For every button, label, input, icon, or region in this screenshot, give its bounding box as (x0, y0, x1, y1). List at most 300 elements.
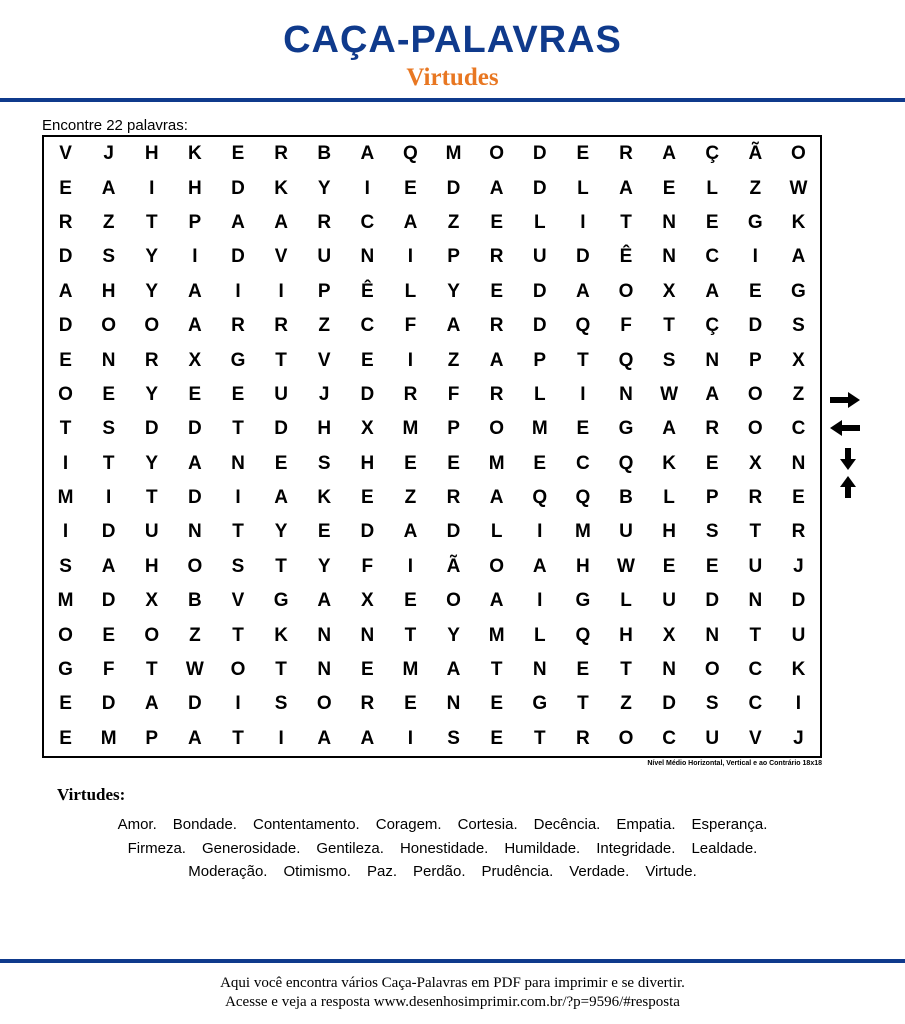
grid-cell: I (537, 590, 543, 612)
word-search-grid (42, 135, 822, 758)
grid-cell: K (188, 143, 202, 165)
word-item: Cortesia. (457, 816, 518, 833)
grid-cell: C (748, 659, 763, 681)
grid-cell: E (748, 280, 762, 302)
grid-cell: K (317, 487, 332, 509)
grid-cell: O (489, 555, 505, 577)
grid-cell: Y (145, 452, 159, 474)
grid-cell: D (662, 693, 676, 715)
grid-cell: S (662, 349, 676, 371)
grid-cell: Y (145, 383, 159, 405)
word-item: Prudência. (481, 863, 554, 880)
grid-cell: R (231, 315, 245, 337)
grid-cell: I (278, 280, 284, 302)
grid-cell: E (662, 555, 676, 577)
grid-cell: A (58, 280, 73, 302)
grid-cell: R (58, 211, 73, 233)
grid-cell: O (144, 315, 160, 337)
grid-cell: O (704, 659, 720, 681)
grid-cell: E (102, 624, 115, 646)
grid-cell: Z (620, 693, 632, 715)
grid-cell: L (533, 383, 546, 405)
grid-cell: N (360, 246, 375, 268)
grid-cell: N (188, 521, 202, 543)
grid-cell: D (231, 177, 245, 199)
grid-cell: O (58, 383, 73, 405)
grid-cell: R (403, 383, 418, 405)
grid-cell: D (532, 143, 547, 165)
grid-cell: T (275, 555, 287, 577)
grid-cell: S (705, 693, 719, 715)
grid-cell: E (59, 177, 72, 199)
grid-cell: K (662, 452, 676, 474)
grid-cell: D (101, 693, 116, 715)
grid-cell: T (232, 521, 244, 543)
grid-cell: B (619, 487, 633, 509)
grid-cell: I (364, 177, 370, 199)
grid-cell: Z (447, 211, 460, 233)
grid-cell: P (705, 487, 719, 509)
grid-cell: T (232, 418, 244, 440)
grid-cell: D (532, 315, 547, 337)
grid-cell: K (274, 624, 288, 646)
grid-cell: Q (575, 624, 591, 646)
grid-cell: R (489, 383, 504, 405)
grid-cell: J (793, 727, 804, 749)
grid-cell: I (235, 280, 241, 302)
grid-cell: O (489, 418, 505, 440)
word-item: Generosidade. (201, 839, 301, 857)
grid-cell: D (446, 177, 461, 199)
grid-cell: T (749, 521, 762, 543)
grid-cell: T (232, 624, 244, 646)
grid-cell: T (102, 452, 115, 474)
grid-cell: A (446, 315, 461, 337)
grid-cell: R (748, 487, 763, 509)
word-list-line (40, 837, 845, 861)
grid-cell: L (490, 521, 503, 543)
grid-cell: T (533, 727, 546, 749)
grid-cell: G (575, 590, 591, 612)
grid-cell: R (360, 693, 375, 715)
grid-cell: J (103, 143, 114, 165)
grid-cell: L (404, 280, 417, 302)
grid-cell: U (532, 246, 547, 268)
grid-cell: A (489, 487, 504, 509)
grid-cell: N (662, 246, 676, 268)
grid-cell: A (576, 280, 590, 302)
grid-cell: Z (447, 349, 460, 371)
grid-cell: M (488, 452, 505, 474)
grid-cell: X (360, 590, 374, 612)
word-item: Firmeza. (127, 839, 186, 857)
grid-cell: G (747, 211, 763, 233)
grid-cell: E (59, 349, 72, 371)
grid-cell: O (489, 143, 505, 165)
grid-cell: H (317, 418, 332, 440)
grid-cell: I (537, 521, 543, 543)
grid-cell: A (101, 177, 116, 199)
instruction-text: Encontre 22 palavras: (42, 117, 188, 134)
grid-cell: H (144, 555, 159, 577)
grid-cell: D (188, 693, 202, 715)
grid-cell: O (230, 659, 246, 681)
grid-cell: R (489, 315, 504, 337)
grid-cell: R (489, 246, 504, 268)
grid-cell: Q (618, 452, 634, 474)
grid-cell: T (749, 624, 762, 646)
grid-cell: D (360, 521, 375, 543)
grid-cell: Y (447, 624, 460, 646)
grid-cell: Z (102, 211, 115, 233)
grid-cell: Y (317, 555, 331, 577)
grid-cell: E (274, 452, 288, 474)
grid-cell: Y (145, 246, 159, 268)
grid-cell: X (662, 280, 676, 302)
grid-cell: I (192, 246, 198, 268)
grid-cell: R (317, 211, 332, 233)
grid-cell: V (274, 246, 288, 268)
grid-cell: A (532, 555, 547, 577)
page-title: CAÇA-PALAVRAS (283, 19, 622, 61)
grid-cell: Ã (446, 555, 461, 577)
grid-cell: L (706, 177, 719, 199)
word-item: Honestidade. (399, 839, 489, 857)
grid-cell: Q (618, 349, 634, 371)
grid-cell: E (317, 521, 331, 543)
grid-cell: S (102, 418, 115, 440)
word-list-line (40, 860, 845, 884)
grid-cell: Ê (619, 246, 633, 268)
grid-cell: Q (575, 315, 591, 337)
grid-cell: F (404, 315, 417, 337)
word-item: Integridade. (596, 839, 676, 857)
grid-cell: A (705, 383, 720, 405)
grid-cell: T (620, 659, 632, 681)
grid-cell: T (232, 727, 244, 749)
grid-cell: S (317, 452, 331, 474)
grid-cell: M (531, 418, 548, 440)
grid-cell: X (360, 418, 374, 440)
word-item: Esperança. (691, 816, 768, 833)
grid-cell: T (275, 659, 287, 681)
grid-cell: O (101, 315, 117, 337)
grid-cell: T (275, 349, 287, 371)
grid-cell: F (620, 315, 632, 337)
grid-cell: A (662, 143, 676, 165)
grid-cell: I (62, 452, 69, 474)
grid-cell: C (360, 315, 375, 337)
grid-cell: F (102, 659, 115, 681)
grid-cell: T (577, 349, 589, 371)
grid-cell: K (791, 659, 806, 681)
grid-cell: R (576, 727, 590, 749)
grid-cell: Z (404, 487, 417, 509)
grid-cell: P (748, 349, 762, 371)
grid-cell: A (791, 246, 806, 268)
grid-cell: P (188, 211, 202, 233)
grid-cell: E (59, 727, 72, 749)
grid-cell: E (576, 659, 590, 681)
grid-cell: O (187, 555, 203, 577)
grid-cell: P (447, 418, 460, 440)
grid-cell: E (576, 418, 590, 440)
grid-cell: A (360, 143, 375, 165)
grid-cell: M (402, 418, 419, 440)
grid-cell: I (407, 349, 414, 371)
grid-cell: V (317, 349, 331, 371)
grid-cell: C (360, 211, 375, 233)
grid-cell: M (445, 143, 462, 165)
grid-cell: A (360, 727, 375, 749)
word-list-title: Virtudes: (57, 785, 126, 804)
grid-cell: E (231, 143, 245, 165)
grid-cell: E (705, 211, 719, 233)
grid-cell: A (403, 521, 418, 543)
grid-cell: E (447, 452, 460, 474)
grid-cell: O (58, 624, 73, 646)
grid-cell: G (618, 418, 634, 440)
grid-cell: M (574, 521, 591, 543)
grid-cell: B (317, 143, 332, 165)
grid-cell: H (188, 177, 202, 199)
grid-cell: I (407, 555, 414, 577)
word-list (40, 813, 845, 884)
grid-cell: D (705, 590, 720, 612)
level-note: Nível Médio Horizontal, Vertical e ao Contrário 18x18 (647, 760, 822, 767)
grid-cell: F (447, 383, 460, 405)
grid-cell: N (317, 624, 332, 646)
grid-cell: I (235, 487, 241, 509)
grid-cell: Y (274, 521, 288, 543)
grid-cell: Ê (360, 280, 374, 302)
header-divider (0, 98, 905, 102)
grid-cell: O (446, 590, 461, 612)
grid-cell: E (490, 211, 503, 233)
grid-cell: X (748, 452, 762, 474)
grid-cell: D (532, 177, 547, 199)
grid-cell: E (404, 590, 417, 612)
grid-cell: A (489, 590, 504, 612)
grid-cell: A (317, 727, 332, 749)
grid-cell: D (532, 280, 547, 302)
grid-cell: O (316, 693, 332, 715)
grid-cell: P (447, 246, 460, 268)
grid-cell: Ç (705, 315, 720, 337)
grid-cell: G (791, 280, 806, 302)
grid-cell: D (101, 590, 116, 612)
grid-cell: I (62, 521, 69, 543)
grid-cell: E (360, 487, 374, 509)
grid-cell: P (145, 727, 159, 749)
grid-cell: E (102, 383, 115, 405)
grid-cell: T (145, 487, 158, 509)
grid-cell: F (361, 555, 374, 577)
grid-cell: R (619, 143, 633, 165)
grid-cell: G (58, 659, 73, 681)
grid-cell: V (748, 727, 762, 749)
grid-cell: Y (447, 280, 460, 302)
grid-cell: E (490, 693, 503, 715)
word-item: Humildade. (504, 839, 581, 857)
grid-cell: H (576, 555, 590, 577)
grid-cell: E (404, 452, 417, 474)
grid-cell: D (58, 246, 73, 268)
grid-cell: T (490, 659, 503, 681)
grid-cell: S (102, 246, 115, 268)
grid-cell: N (619, 383, 633, 405)
word-item: Lealdade. (691, 839, 758, 857)
grid-cell: S (705, 521, 719, 543)
grid-cell: D (446, 521, 461, 543)
grid-cell: I (752, 246, 758, 268)
grid-cell: N (231, 452, 245, 474)
grid-cell: W (660, 383, 679, 405)
grid-cell: M (100, 727, 117, 749)
grid-cell: D (576, 246, 590, 268)
grid-cell: O (747, 383, 763, 405)
grid-cell: D (791, 590, 806, 612)
grid-cell: R (144, 349, 159, 371)
grid-cell: A (188, 315, 202, 337)
grid-cell: A (188, 452, 202, 474)
grid-cell: G (532, 693, 548, 715)
grid-cell: Q (532, 487, 548, 509)
grid-cell: L (533, 211, 546, 233)
grid-cell: G (273, 590, 289, 612)
grid-cell: E (576, 143, 590, 165)
grid-cell: U (317, 246, 332, 268)
grid-cell: C (705, 246, 720, 268)
grid-cell: A (188, 727, 202, 749)
grid-cell: O (144, 624, 160, 646)
grid-cell: N (446, 693, 461, 715)
grid-cell: D (101, 521, 116, 543)
grid-cell: R (274, 315, 288, 337)
grid-cell: N (705, 349, 720, 371)
word-list-line (40, 813, 845, 837)
grid-cell: Z (189, 624, 201, 646)
grid-cell: A (188, 280, 202, 302)
grid-cell: H (662, 521, 676, 543)
arrow-right-icon (828, 390, 862, 410)
grid-cell: A (619, 177, 633, 199)
grid-cell: Z (792, 383, 805, 405)
grid-cell: U (791, 624, 806, 646)
grid-cell: U (705, 727, 720, 749)
grid-cell: D (58, 315, 73, 337)
grid-cell: E (533, 452, 547, 474)
grid-cell: C (791, 418, 806, 440)
grid-cell: I (106, 487, 112, 509)
grid-cell: E (404, 693, 417, 715)
grid-cell: M (402, 659, 419, 681)
word-item: Paz. (366, 863, 397, 880)
grid-cell: I (795, 693, 802, 715)
grid-cell: I (235, 693, 241, 715)
grid-cell: M (488, 624, 505, 646)
grid-cell: M (57, 487, 74, 509)
grid-cell: N (748, 590, 763, 612)
grid-cell: R (705, 418, 720, 440)
grid-cell: A (231, 211, 245, 233)
word-item: Decência. (533, 816, 601, 833)
grid-cell: E (360, 659, 374, 681)
grid-cell: R (446, 487, 461, 509)
grid-cell: J (318, 383, 330, 405)
grid-cell: Y (145, 280, 159, 302)
grid-cell: O (618, 280, 634, 302)
grid-cell: O (791, 143, 806, 165)
grid-cell: T (577, 693, 589, 715)
footer-line-2: Acesse e veja a resposta www.desenhosimprimir.com.br/?p=9596/#resposta (225, 994, 680, 1010)
grid-cell: S (447, 727, 460, 749)
grid-cell: A (274, 487, 288, 509)
grid-cell: X (188, 349, 202, 371)
grid-cell: I (149, 177, 155, 199)
grid-cell: H (144, 143, 159, 165)
grid-cell: D (231, 246, 245, 268)
footer (0, 974, 905, 1012)
grid-cell: E (59, 693, 72, 715)
grid-cell: T (404, 624, 417, 646)
grid-cell: N (360, 624, 375, 646)
grid-cell: E (404, 177, 417, 199)
grid-cell: D (144, 418, 159, 440)
grid-cell: S (231, 555, 245, 577)
grid-cell: C (662, 727, 676, 749)
grid-cell: Z (318, 315, 331, 337)
grid-cell: L (620, 590, 632, 612)
grid-cell: Ç (705, 143, 720, 165)
grid-cell: A (274, 211, 288, 233)
grid-cell: E (188, 383, 202, 405)
grid-cell: P (317, 280, 331, 302)
grid-cell: K (274, 177, 288, 199)
word-item: Gentileza. (316, 839, 384, 857)
grid-cell: E (231, 383, 245, 405)
grid-cell: N (101, 349, 116, 371)
footer-divider (0, 959, 905, 963)
word-item: Perdão. (412, 863, 466, 880)
arrow-down-icon (828, 446, 862, 472)
grid-cell: L (533, 624, 546, 646)
word-item: Coragem. (375, 816, 442, 833)
grid-cell: C (748, 693, 763, 715)
grid-cell: R (274, 143, 288, 165)
page-subtitle: Virtudes (406, 64, 499, 91)
grid-cell: Z (749, 177, 762, 199)
grid-cell: A (446, 659, 461, 681)
grid-cell: E (792, 487, 805, 509)
grid-cell: I (580, 383, 586, 405)
grid-cell: H (101, 280, 116, 302)
grid-cell: U (144, 521, 159, 543)
grid-cell: O (618, 727, 634, 749)
word-item: Contentamento. (252, 816, 360, 833)
grid-cell: D (188, 487, 202, 509)
word-item: Verdade. (569, 863, 630, 880)
grid-cell: N (705, 624, 720, 646)
grid-cell: L (663, 487, 675, 509)
grid-cell: I (278, 727, 284, 749)
grid-cell: Q (403, 143, 418, 165)
grid-cell: X (792, 349, 805, 371)
grid-cell: Q (575, 487, 591, 509)
grid-cell: V (59, 143, 72, 165)
grid-cell: S (59, 555, 72, 577)
grid-cell: A (144, 693, 159, 715)
